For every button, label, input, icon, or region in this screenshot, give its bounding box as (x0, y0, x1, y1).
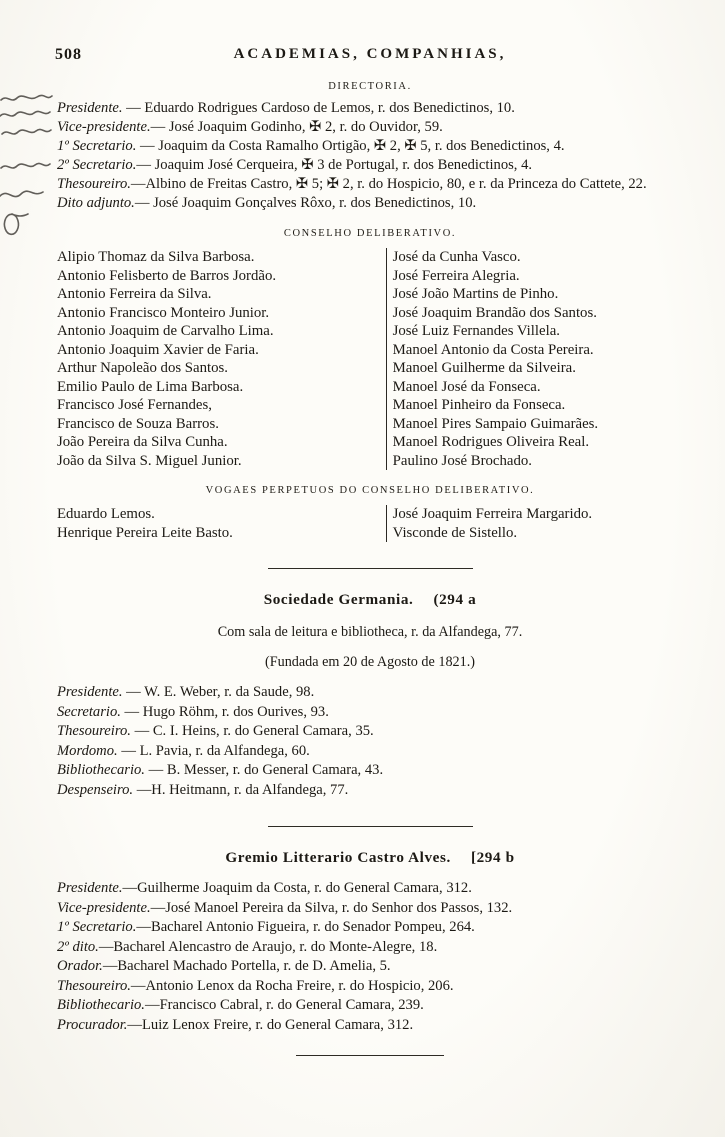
officer-entry (57, 1016, 683, 1036)
handwritten-margin-marks (0, 92, 54, 242)
germania-title (57, 591, 683, 609)
officer-entry (57, 118, 683, 137)
member-name: Manoel José da Fonseca. (392, 378, 541, 395)
officer-text: —Bacharel Machado Portella, r. de D. Amelia, 5. (102, 958, 391, 974)
officer-role: Presidente. (57, 100, 123, 116)
member-name: Eduardo Lemos. (57, 506, 155, 522)
officer-entry (57, 977, 683, 997)
officer-role: Vice-presidente. (57, 119, 151, 135)
vogaes-columns (57, 505, 683, 542)
officer-entry (57, 899, 683, 919)
vogaes-heading: VOGAES PERPETUOS DO CONSELHO DELIBERATIVO. (205, 485, 535, 496)
officer-entry (57, 957, 683, 977)
member-name: Antonio Felisberto de Barros Jordão. (57, 267, 277, 284)
officer-text: — Hugo Röhm, r. dos Ourives, 93. (120, 703, 329, 720)
running-title: ACADEMIAS, COMPANHIAS, (233, 46, 507, 62)
officer-role: 2º Secretario. (57, 157, 137, 173)
officer-role: 1º Secretario. (57, 138, 137, 154)
section-divider (268, 568, 473, 569)
vogaes-right-column (386, 505, 683, 542)
officer-text: — C. I. Heins, r. do General Camara, 35. (130, 723, 374, 739)
bottom-divider (296, 1055, 444, 1056)
member-name: Antonio Ferreira da Silva. (57, 286, 212, 302)
member-name: José João Martins de Pinho. (392, 286, 559, 302)
officer-role: 2º dito. (57, 938, 99, 955)
member-name: José Luiz Fernandes Villela. (392, 323, 560, 339)
officer-role: Thesoureiro. (57, 176, 131, 192)
gremio-title (57, 849, 683, 867)
officer-text: —Guilherme Joaquim da Costa, r. do General Camara, 312. (122, 880, 472, 896)
officer-text: —Albino de Freitas Castro, ✠ 5; ✠ 2, r. do Hospicio, 80, e r. da Princeza do Cattete, 22. (130, 176, 647, 192)
gremio-ref: [294 b (470, 849, 515, 866)
member-name: Henrique Pereira Leite Basto. (57, 524, 233, 541)
officer-text: — L. Pavia, r. da Alfandega, 60. (117, 742, 310, 759)
gremio-list (57, 879, 683, 1035)
member-name: Emilio Paulo de Lima Barbosa. (57, 378, 244, 395)
member-name: Manoel Antonio da Costa Pereira. (392, 341, 594, 358)
officer-role: Vice-presidente. (57, 899, 151, 916)
member-name: Francisco de Souza Barros. (57, 415, 219, 432)
officer-text: —Francisco Cabral, r. do General Camara, 239. (144, 997, 424, 1013)
germania-list (57, 683, 683, 800)
member-name: Manoel Pires Sampaio Guimarães. (392, 415, 599, 432)
page-header (57, 46, 683, 68)
officer-text: —H. Heitmann, r. da Alfandega, 77. (133, 781, 349, 798)
germania-ref: (294 a (433, 591, 477, 608)
page-number: 508 (55, 46, 82, 63)
officer-text: — Eduardo Rodrigues Cardoso de Lemos, r. dos Benedictinos, 10. (122, 100, 515, 116)
directoria-list (57, 99, 683, 213)
officer-text: —Bacharel Antonio Figueira, r. do Senador Pompeu, 264. (136, 919, 475, 935)
conselho-heading: CONSELHO DELIBERATIVO. (283, 228, 457, 239)
member-name: João da Silva S. Miguel Junior. (57, 452, 242, 469)
officer-entry (57, 761, 683, 781)
member-name: Antonio Joaquim de Carvalho Lima. (57, 323, 274, 339)
officer-role: Thesoureiro. (57, 723, 131, 739)
member-name: Alipio Thomaz da Silva Barbosa. (57, 249, 255, 265)
member-name: Antonio Joaquim Xavier de Faria. (57, 341, 259, 358)
officer-role: Bibliothecario. (57, 997, 145, 1013)
member-name: Paulino José Brochado. (392, 452, 532, 469)
pen-scribble-icon (0, 92, 54, 242)
officer-text: — José Joaquim Gonçalves Rôxo, r. dos Benedictinos, 10. (134, 195, 477, 211)
conselho-columns (57, 248, 683, 470)
officer-text: —Bacharel Alencastro de Araujo, r. do Monte-Alegre, 18. (98, 938, 438, 955)
officer-entry (57, 194, 683, 213)
member-name: João Pereira da Silva Cunha. (57, 434, 228, 450)
officer-text: — B. Messer, r. do General Camara, 43. (144, 762, 384, 778)
member-name: José Joaquim Ferreira Margarido. (392, 506, 593, 522)
member-name: Antonio Francisco Monteiro Junior. (57, 304, 270, 321)
gremio-name: Gremio Litterario Castro Alves. (225, 849, 451, 866)
officer-text: —Luiz Lenox Freire, r. do General Camara, 312. (127, 1016, 414, 1033)
officer-entry (57, 996, 683, 1016)
member-name: José Joaquim Brandão dos Santos. (392, 304, 597, 321)
member-name: José Ferreira Alegria. (392, 267, 520, 284)
germania-name: Sociedade Germania. (263, 591, 414, 608)
officer-role: Presidente. (57, 684, 123, 700)
germania-founded: (Fundada em 20 de Agosto de 1821.) (264, 654, 476, 670)
officer-text: — Joaquim da Costa Ramalho Ortigão, ✠ 2, ✠ 5, r. dos Benedictinos, 4. (136, 138, 565, 154)
officer-entry (57, 137, 683, 156)
officer-role: Despenseiro. (57, 781, 134, 798)
conselho-left-column (57, 248, 386, 470)
officer-text: — Joaquim José Cerqueira, ✠ 3 de Portugal, r. dos Benedictinos, 4. (136, 157, 533, 173)
directoria-heading: DIRECTORIA. (328, 81, 412, 92)
officer-role: Thesoureiro. (57, 977, 131, 994)
officer-role: Secretario. (57, 703, 121, 720)
conselho-right-column (386, 248, 683, 470)
officer-role: Presidente. (57, 880, 123, 896)
officer-role: Bibliothecario. (57, 762, 145, 778)
officer-entry (57, 938, 683, 958)
officer-role: Mordomo. (57, 742, 118, 759)
officer-text: — José Joaquim Godinho, ✠ 2, r. do Ouvidor, 59. (150, 119, 443, 135)
officer-text: —José Manoel Pereira da Silva, r. do Senhor dos Passos, 132. (150, 899, 513, 916)
officer-entry (57, 781, 683, 801)
officer-entry (57, 156, 683, 175)
member-name: Visconde de Sistello. (392, 524, 518, 541)
page-content (57, 46, 683, 1056)
officer-entry (57, 99, 683, 118)
officer-entry (57, 683, 683, 703)
officer-entry (57, 175, 683, 194)
officer-entry (57, 742, 683, 762)
officer-role: 1º Secretario. (57, 919, 137, 935)
member-name: Manoel Pinheiro da Fonseca. (392, 397, 566, 413)
member-name: José da Cunha Vasco. (392, 249, 521, 265)
member-name: Arthur Napoleão dos Santos. (57, 360, 228, 376)
member-name: Manoel Rodrigues Oliveira Real. (392, 434, 590, 450)
officer-text: —Antonio Lenox da Rocha Freire, r. do Hospicio, 206. (130, 977, 454, 994)
officer-role: Orador. (57, 958, 103, 974)
germania-address: Com sala de leitura e bibliotheca, r. da Alfandega, 77. (217, 624, 523, 640)
officer-entry (57, 722, 683, 742)
officer-text: — W. E. Weber, r. da Saude, 98. (122, 684, 315, 700)
member-name: Manoel Guilherme da Silveira. (392, 360, 576, 376)
member-name: Francisco José Fernandes, (57, 397, 212, 413)
officer-role: Procurador. (57, 1016, 128, 1033)
officer-entry (57, 703, 683, 723)
officer-entry (57, 879, 683, 899)
section-divider-2 (268, 826, 473, 827)
officer-role: Dito adjunto. (57, 195, 135, 211)
vogaes-left-column (57, 505, 386, 542)
officer-entry (57, 918, 683, 938)
